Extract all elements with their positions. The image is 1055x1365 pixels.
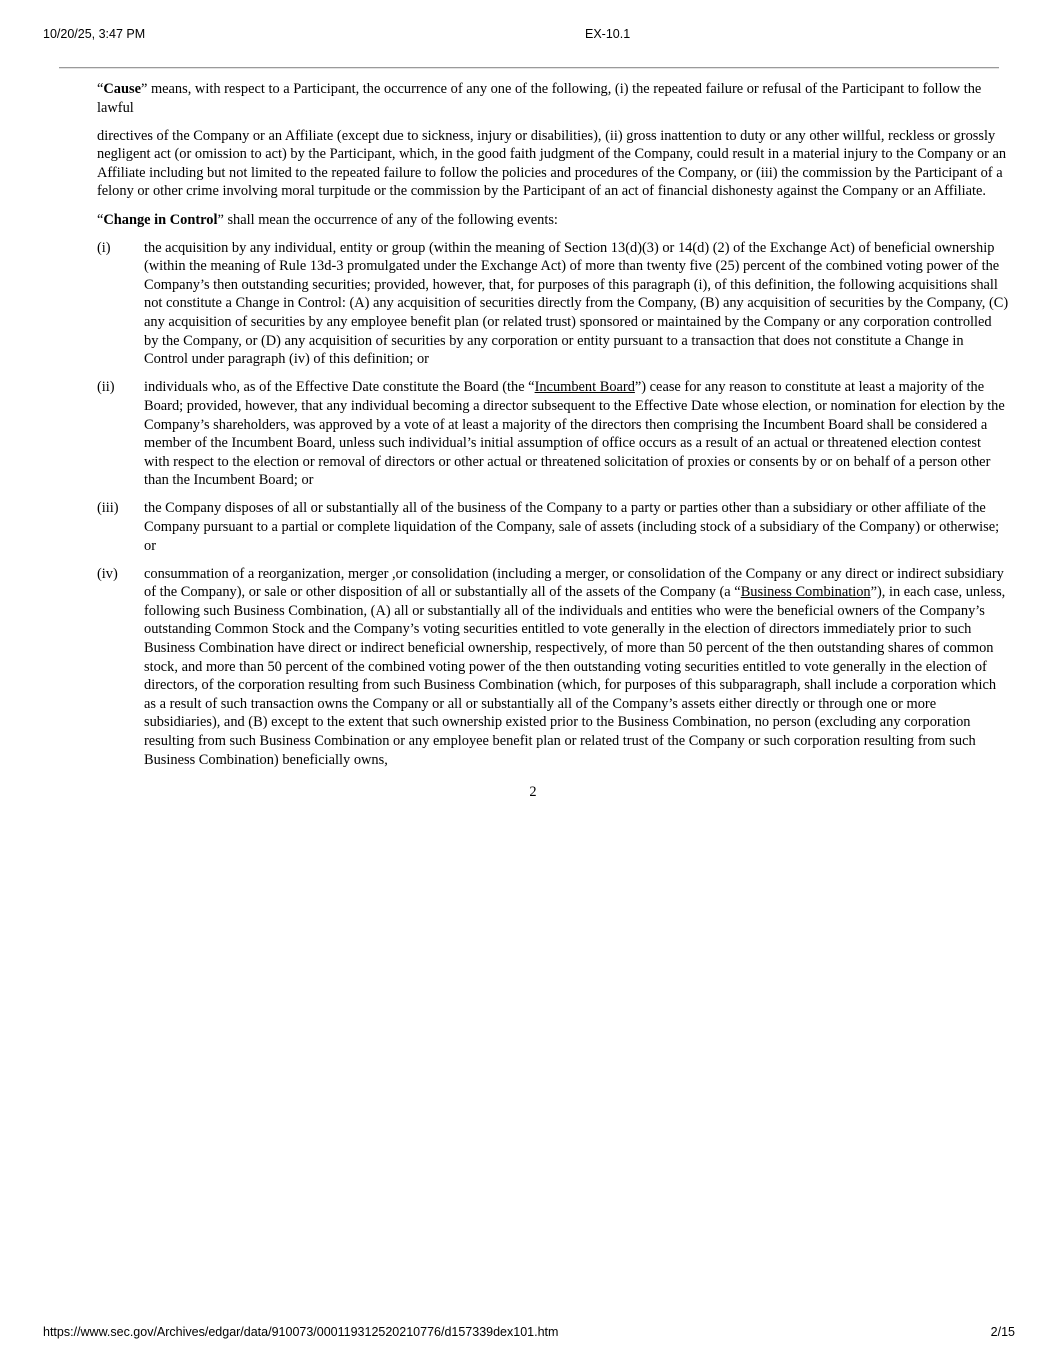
incumbent-board-term: Incumbent Board	[534, 379, 635, 396]
clause-number: (i)	[97, 239, 111, 256]
business-combination-term: Business Combination	[740, 584, 871, 601]
print-page-indicator: 2/15	[990, 1325, 1015, 1339]
change-in-control-intro-text: ” shall mean the occurrence of any of the following events:	[217, 211, 558, 228]
print-url: https://www.sec.gov/Archives/edgar/data/910073/000119312520210776/d157339dex101.htm	[43, 1325, 559, 1339]
clause-number: (iii)	[97, 500, 119, 517]
clause-iv	[97, 565, 1009, 770]
horizontal-rule	[59, 67, 999, 68]
print-doc-title: EX-10.1	[585, 27, 631, 41]
print-datetime: 10/20/25, 3:47 PM	[43, 27, 146, 41]
clause-i	[97, 239, 1009, 369]
clause-text-after: ”), in each case, unless, following such Business Combination, (A) all or substantially all of the individuals and entities who were the beneficial owners of the Company’s outstanding Common Stock and the Company’s voting securities entitled to vote generally in the election of directors immediately prior to such Business Combination have direct or indirect beneficial ownership, respectively, of more than 50 percent of the then outstanding shares of common stock, and more than 50 percent of the combined voting power of the then outstanding voting securities entitled to vote generally in the election of directors, of the corporation resulting from such Business Combination (which, for purposes of this subparagraph, shall include a corporation which as a result of such transaction owns the Company or all or substantially all of the Company’s assets either directly or through one or more subsidiaries), and (B) except to the extent that such ownership existed prior to the Business Combination, no person (excluding any corporation resulting from such Business Combination or any employee benefit plan or related trust of the Company or such corporation resulting from such Business Combination) beneficially owns,	[144, 584, 1006, 768]
open-quote: “	[97, 81, 104, 97]
cause-definition-text: ” means, with respect to a Participant, the occurrence of any one of the following, (i) the repeated failure or refusal of the Participant to follow the lawful	[97, 81, 982, 116]
clause-number: (iv)	[97, 565, 118, 582]
cause-term: Cause	[103, 81, 141, 97]
document-body	[97, 80, 1009, 802]
clause-number: (ii)	[97, 379, 115, 396]
clause-text	[144, 565, 1009, 770]
clause-text: the acquisition by any individual, entity or group (within the meaning of Section 13(d)(3) or 14(d) (2) of the Exchange Act) of beneficial ownership (within the meaning of Rule 13d-3 promulgated under the Exchange Act) of more than twenty five (25) percent of the combined voting power of the Company’s then outstanding securities; provided, however, that, for purposes of this paragraph (i), of this definition, the following acquisitions shall not constitute a Change in Control: (A) any acquisition of securities directly from the Company, (B) any acquisition of securities by the Company, (C) any acquisition of securities by any employee benefit plan (or related trust) sponsored or maintained by the Company or any corporation controlled by the Company, or (D) any acquisition of securities by any corporation or entity pursuant to a transaction that does not constitute a Change in Control under paragraph (iv) of this definition; or	[144, 239, 1009, 368]
clause-text-after: ”) cease for any reason to constitute at least a majority of the Board; provided, however, that any individual becoming a director subsequent to the Effective Date whose election, or nomination for election by the Company’s shareholders, was approved by a vote of at least a majority of the directors then comprising the Incumbent Board shall be considered a member of the Incumbent Board, unless such individual’s initial assumption of office occurs as a result of an actual or threatened election contest with respect to the election or removal of directors or other actual or threatened solicitation of proxies or consents by or on behalf of a person other than the Incumbent Board; or	[144, 379, 1005, 489]
open-quote: “	[97, 211, 104, 228]
clause-text-before: consummation of a reorganization, merger ,or consolidation (including a merger, or consolidation of the Company or any direct or indirect subsidiary of the Company), or sale or other disposition of all or substantially all of the assets of the Company (a “	[144, 565, 1004, 601]
clause-iii	[97, 499, 1009, 555]
clause-ii	[97, 378, 1009, 490]
page-number: 2	[529, 784, 537, 801]
change-in-control-intro	[97, 211, 1009, 230]
print-header	[0, 27, 1055, 43]
clause-text	[144, 378, 1009, 490]
print-footer	[0, 1325, 1055, 1341]
cause-definition-continued: directives of the Company or an Affiliate (except due to sickness, injury or disabilities), (ii) gross inattention to duty or any other willful, reckless or grossly negligent act (or omission to act) by the Participant, which, in the good faith judgment of the Company, could result in a material injury to the Company or an Affiliate including but not limited to the repeated failure to follow the policies and procedures of the Company, or (iii) the commission by the Participant of a felony or other crime involving moral turpitude or the commission by the Participant of an act of financial dishonesty against the Company or an Affiliate.	[97, 127, 1007, 200]
clause-text: the Company disposes of all or substantially all of the business of the Company to a party or parties other than a subsidiary or other affiliate of the Company pursuant to a partial or complete liquidation of the Company, sale of assets (including stock of a subsidiary of the Company) or otherwise; or	[144, 500, 1000, 554]
clause-text-before: individuals who, as of the Effective Date constitute the Board (the “	[144, 379, 535, 396]
change-in-control-term: Change in Control	[103, 211, 218, 228]
cause-definition	[97, 80, 1009, 117]
